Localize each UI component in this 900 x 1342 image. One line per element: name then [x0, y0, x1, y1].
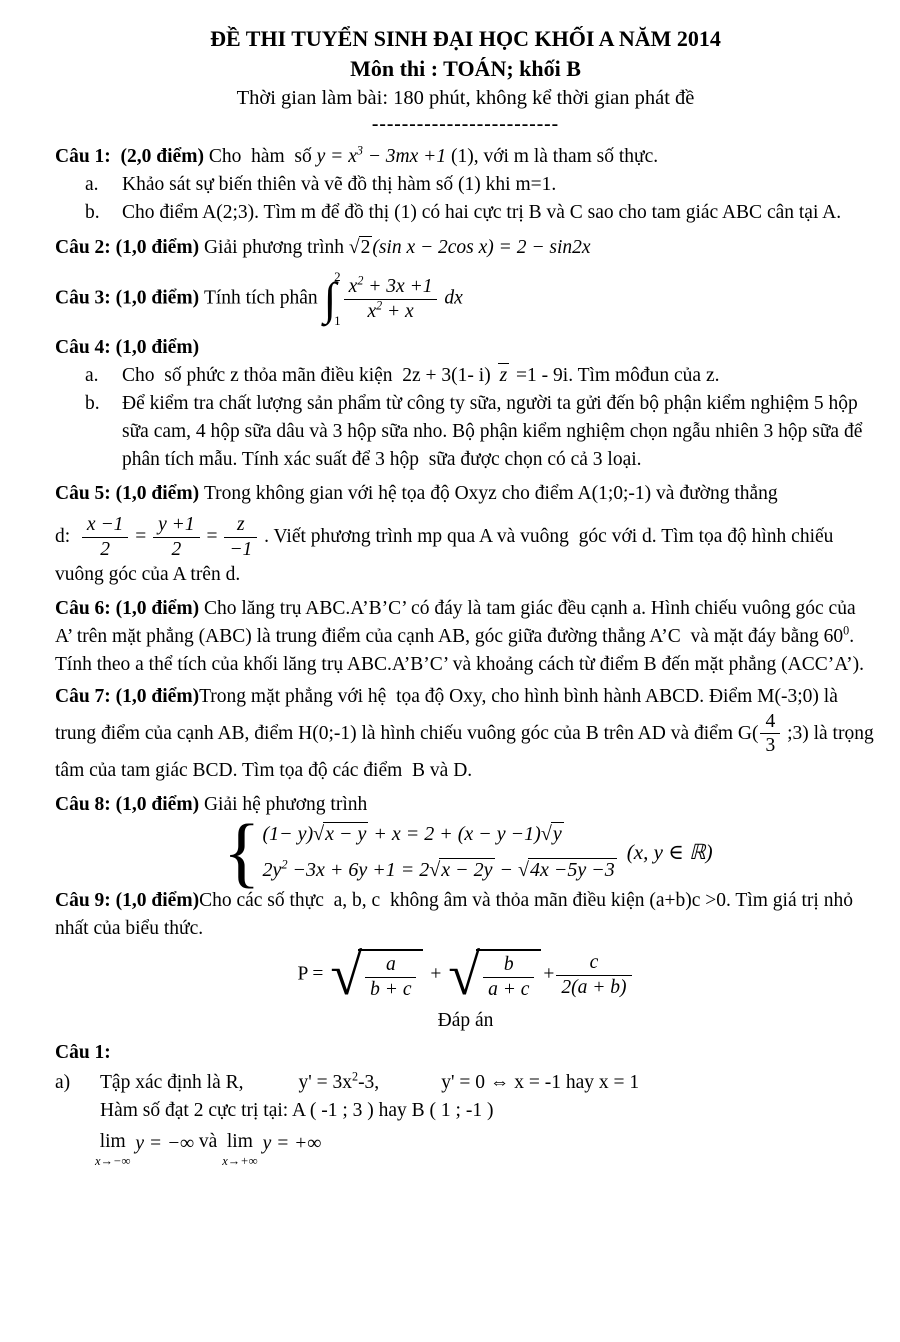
question-7	[55, 683, 879, 786]
q2-points: (1,0 điểm)	[115, 237, 204, 258]
q1-item-b-text: Cho điểm A(2;3). Tìm m để đồ thị (1) có hai cực trị B và C sao cho tam giác ABC cân tại A.	[122, 202, 842, 223]
radicand: y	[552, 823, 562, 846]
num-exponent: 2	[357, 273, 364, 288]
q6-text-b: . Tính theo a thể tích của khối lăng trụ ABC.A’B’C’ và khoảng cách từ điểm B đến mặt phẳng (ACC’A’).	[55, 625, 864, 675]
exam-title: ĐỀ THI TUYỂN SINH ĐẠI HỌC KHỐI A NĂM 2014	[210, 26, 721, 51]
fraction-denominator: 2	[153, 537, 199, 561]
q7-text-2: ;3) là trọng tâm của tam giác BCD. Tìm tọa độ các điểm B và D.	[55, 722, 879, 782]
q1-item-b-marker: b.	[85, 202, 100, 223]
q7-fraction	[758, 711, 782, 758]
derivative-exponent: 2	[352, 1069, 359, 1084]
lim-word: lim	[226, 1131, 253, 1153]
q5-fraction-2	[151, 514, 201, 561]
derivative-rest: -3,	[358, 1072, 380, 1094]
q9-fraction-3	[554, 952, 633, 999]
fraction	[363, 954, 418, 1001]
den-base: x	[367, 300, 377, 322]
answer-item-a-content	[100, 1069, 639, 1097]
q2-line	[55, 234, 876, 262]
q1-item-a	[85, 171, 876, 199]
q3-line	[55, 270, 876, 328]
limit-1	[95, 1130, 194, 1168]
lim-subscript: x→+∞	[222, 1154, 258, 1169]
radicand	[358, 949, 423, 1001]
q8-equation-system	[223, 808, 876, 896]
q4-item-a	[85, 362, 876, 390]
system-equations	[262, 822, 616, 882]
q5-intro-text: Trong không gian với hệ tọa độ Oxyz cho điểm A(1;0;-1) và đường thẳng	[203, 483, 778, 504]
eq2-sqrt-2	[518, 859, 617, 881]
fraction-numerator: a	[385, 954, 396, 976]
q9-text	[55, 887, 876, 943]
q5-d-label: d:	[55, 525, 80, 547]
answer-q1-label: Câu 1:	[55, 1042, 111, 1064]
radical-sign: √	[330, 942, 363, 1008]
radical-sign: √	[448, 942, 481, 1008]
fraction-denominator	[344, 299, 438, 323]
fraction-numerator: c	[589, 951, 599, 973]
q7-text	[55, 683, 879, 786]
answer-item-a	[55, 1069, 876, 1097]
q9-points: (1,0 điểm)	[115, 890, 200, 912]
radicand	[476, 949, 541, 1001]
fraction-denominator: 2(a + b)	[556, 975, 631, 999]
answer-roots: y' = 0 ⇔ x = -1 hay x = 1	[441, 1072, 640, 1094]
eq1-part-b: + x = 2 + (x − y −1)	[368, 823, 541, 846]
system-equation-1	[262, 822, 616, 846]
q9-formula	[55, 942, 876, 1008]
num-rest: + 3x +1	[363, 275, 433, 297]
q8-intro-text: Giải hệ phương trình	[203, 794, 368, 816]
fraction-numerator: b	[503, 954, 514, 976]
q4-label-line	[55, 334, 876, 362]
q9-p-lhs: P =	[297, 963, 329, 985]
integral-sign: ∫	[323, 273, 337, 324]
question-2	[55, 234, 876, 262]
eq1-sqrt-1	[313, 823, 368, 845]
q1-item-b	[85, 199, 876, 227]
num-base: x	[348, 275, 358, 297]
radical-sign: √	[518, 859, 530, 882]
radical-sign: √	[313, 823, 325, 846]
fraction-denominator: a + c	[483, 977, 534, 1001]
q1-after-text: (1), với m là tham số thực.	[446, 146, 659, 167]
q5-label: Câu 5:	[55, 483, 116, 504]
answer-item-a-marker: a)	[55, 1072, 71, 1094]
integral-limits	[334, 270, 341, 328]
exam-duration: Thời gian làm bài: 180 phút, không kể thời gian phát đề	[236, 87, 695, 109]
q4-item-b-text: Để kiểm tra chất lượng sản phẩm từ công ty sữa, người ta gửi đến bộ phận kiểm nghiệm 5 hộp sữa cam, 4 hộp sữa dâu và 3 hộp sữa nho. Bộ phận kiểm nghiệm chọn ngẫu nhiên 3 hộp sữa để phân tích mẫu. Tính xác suất để 3 hộp sữa được chọn có cả 3 loại.	[122, 393, 868, 470]
q9-text-body: Cho các số thực a, b, c không âm và thỏa mãn điều kiện (a+b)c >0. Tìm giá trị nhỏ nhất của biểu thức.	[55, 890, 858, 940]
fraction-denominator: −1	[224, 537, 257, 561]
q1-formula-base: y = x	[316, 146, 357, 167]
q2-label: Câu 2:	[55, 237, 116, 258]
q1-points: (2,0 điểm)	[120, 146, 209, 167]
q4-item-a-text	[122, 362, 876, 390]
q1-label: Câu 1:	[55, 146, 121, 167]
fraction-denominator: 2	[82, 537, 128, 561]
fraction-numerator: y +1	[158, 514, 195, 535]
q1-formula-exponent: 3	[356, 143, 363, 158]
limit-1-value: y = −∞	[135, 1133, 195, 1155]
lim-subscript: x→−∞	[95, 1154, 131, 1169]
lim-word: lim	[99, 1131, 126, 1153]
fraction-numerator: x −1	[86, 514, 124, 535]
radical-sign: √	[540, 823, 552, 846]
q6-text	[55, 595, 876, 679]
q7-label: Câu 7:	[55, 685, 116, 707]
q4-item-a-marker: a.	[85, 365, 99, 386]
fraction-numerator: 4	[765, 710, 776, 732]
q4-z-conjugate: z	[499, 365, 508, 386]
q9-label: Câu 9:	[55, 890, 116, 912]
eq2-exponent: 2	[281, 857, 288, 872]
fraction-denominator: b + c	[365, 977, 416, 1001]
q3-points: (1,0 điểm)	[115, 287, 204, 309]
q6-points: (1,0 điểm)	[115, 597, 204, 619]
q3-label: Câu 3:	[55, 287, 116, 309]
q9-bigroot-1	[330, 942, 423, 1008]
question-1	[55, 143, 876, 227]
eq1-part-a: (1− y)	[262, 823, 314, 846]
eq2-part-a: −3x + 6y +1 = 2	[287, 859, 430, 882]
and-text: và	[194, 1131, 223, 1153]
limit-1-operator	[95, 1130, 130, 1168]
header-divider: -------------------------	[371, 114, 560, 135]
q6-degree-exponent: 0	[843, 623, 850, 638]
q4-a-pre: Cho số phức z thỏa mãn điều kiện 2z + 3(1- i)	[122, 365, 496, 386]
eq1-sqrt-2	[541, 823, 564, 845]
limit-2-value: y = +∞	[262, 1133, 322, 1155]
answer-extrema-line: Hàm số đạt 2 cực trị tại: A ( -1 ; 3 ) hay B ( 1 ; -1 )	[100, 1100, 494, 1122]
q2-equation: (sin x − 2cos x) = 2 − sin2x	[372, 237, 591, 258]
question-3	[55, 270, 876, 328]
q5-points: (1,0 điểm)	[115, 483, 204, 504]
q1-item-a-text: Khảo sát sự biến thiên và vẽ đồ thị hàm số (1) khi m=1.	[122, 174, 557, 195]
fraction-numerator: z	[236, 514, 245, 535]
answer-question-1	[55, 1039, 876, 1168]
q3-dx: dx	[439, 287, 463, 309]
integral-upper-limit: 2	[334, 269, 341, 284]
q6-label: Câu 6:	[55, 597, 116, 619]
system-brace: {	[223, 808, 261, 896]
question-6	[55, 595, 876, 679]
q1-intro-text: Cho hàm số	[208, 146, 317, 167]
question-8	[55, 791, 876, 896]
answer-key-heading	[55, 1007, 876, 1035]
radical-sign: √	[429, 859, 441, 882]
radicand: x − y	[325, 823, 367, 846]
q7-points: (1,0 điểm)	[115, 685, 200, 707]
radical-sign: √	[348, 237, 360, 258]
eq2-sqrt-1	[429, 859, 494, 881]
q1-formula-rest: − 3mx +1	[362, 146, 447, 167]
q5-intro-line	[55, 480, 876, 508]
limit-2	[222, 1130, 321, 1168]
plus-sign: +	[425, 963, 447, 985]
q7-text-1: Trong mặt phẳng với hệ tọa độ Oxy, cho hình bình hành ABCD. Điểm M(-3;0) là trung điểm của cạnh AB, điểm H(0;-1) là hình chiếu vuông góc của B trên AD và điểm G(	[55, 685, 843, 744]
equals-sign: =	[201, 525, 223, 547]
q9-bigroot-2	[448, 942, 541, 1008]
den-exponent: 2	[376, 298, 383, 312]
eq2-base: 2y	[262, 859, 282, 882]
q4-points: (1,0 điểm)	[115, 337, 200, 358]
q1-intro-line	[55, 143, 876, 171]
fraction	[481, 954, 536, 1001]
q3-fraction	[342, 273, 440, 323]
system-equation-2	[262, 858, 616, 882]
q5-equation-line	[55, 514, 876, 589]
q6-text-a: Cho lăng trụ ABC.A’B’C’ có đáy là tam giác đều cạnh a. Hình chiếu vuông góc của A’ trên mặt phẳng (ABC) là trung điểm của cạnh AB, góc giữa đường thẳng A’C và mặt đáy bằng 60	[55, 597, 860, 647]
equals-sign: =	[130, 525, 152, 547]
eq2-part-b: −	[494, 859, 519, 882]
fraction-denominator: 3	[760, 733, 780, 757]
q2-intro-text: Giải phương trình	[203, 237, 349, 258]
radicand: 4x −5y −3	[530, 859, 615, 882]
q2-sqrt	[349, 237, 372, 258]
radicand: x − 2y	[441, 859, 493, 882]
q4-label: Câu 4:	[55, 337, 116, 358]
plus-sign: +	[543, 963, 555, 985]
q5-fraction-3	[222, 514, 259, 561]
limit-2-operator	[222, 1130, 257, 1168]
question-5	[55, 480, 876, 589]
derivative-base: y' = 3x	[298, 1072, 353, 1094]
q4-item-b	[85, 390, 876, 474]
question-9	[55, 887, 876, 1008]
q3-integral	[324, 270, 341, 328]
q3-intro-text: Tính tích phân	[203, 287, 323, 309]
answer-derivative	[298, 1069, 380, 1094]
answer-domain-text: Tập xác định là R,	[100, 1072, 244, 1094]
den-rest: + x	[382, 300, 414, 322]
q8-intro-line	[55, 791, 876, 819]
q8-domain: (x, y ∈ ℝ)	[626, 840, 713, 865]
q5-after-text: . Viết phương trình mp qua A và vuông góc với d. Tìm tọa độ hình chiếu vuông góc của A trên d.	[55, 525, 839, 585]
q8-points: (1,0 điểm)	[115, 794, 204, 816]
fraction-numerator	[344, 273, 438, 299]
q4-a-post: =1 - 9i. Tìm môđun của z.	[511, 365, 720, 386]
q5-fraction-1	[80, 514, 130, 561]
answer-key-title: Đáp án	[437, 1010, 494, 1032]
exam-header	[55, 24, 876, 137]
q2-sqrt-radicand: 2	[360, 237, 371, 258]
q8-label: Câu 8:	[55, 794, 116, 816]
question-4	[55, 334, 876, 474]
exam-subject: Môn thi : TOÁN; khối B	[350, 56, 581, 81]
integral-lower-limit: 1	[334, 313, 341, 328]
q4-item-b-marker: b.	[85, 393, 100, 414]
answer-limits-line	[95, 1128, 876, 1168]
q1-item-a-marker: a.	[85, 174, 99, 195]
